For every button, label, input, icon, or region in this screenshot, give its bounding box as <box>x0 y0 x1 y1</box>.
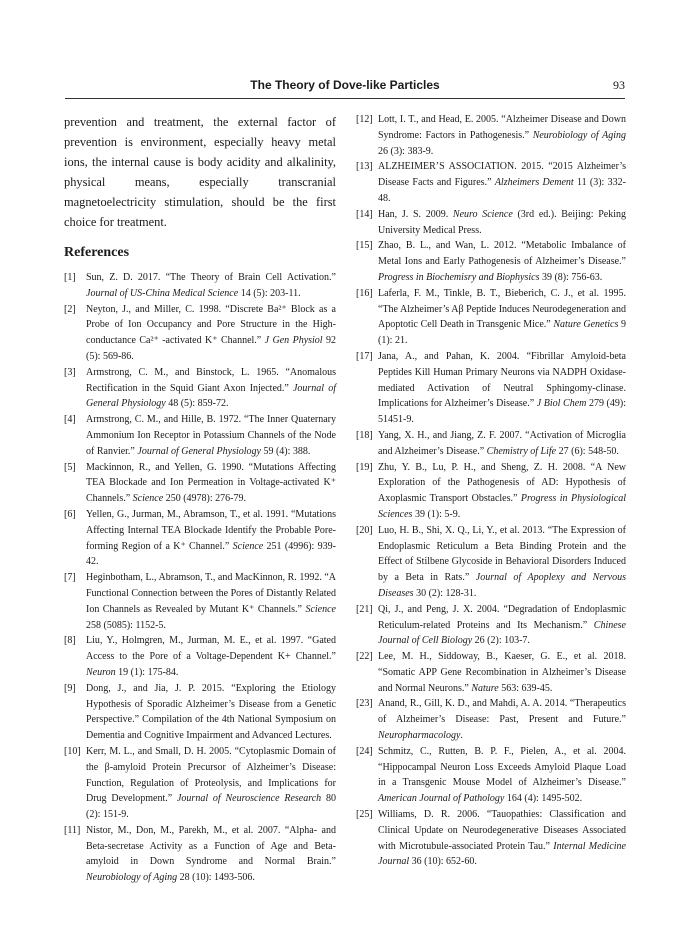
reference-body: Liu, Y., Holmgren, M., Jurman, M. E., et al. 1997. “Gated Access to the Pore of a Voltage-Dependent K+ Channel.” <box>86 635 336 663</box>
reference-number: [8] <box>64 635 76 647</box>
reference-entry <box>64 744 336 823</box>
reference-body: Mackinnon, R., and Yellen, G. 1990. “Mutations Affecting TEA Blockade and Ion Permeation in Voltage-activated K⁺ Channels.” <box>86 461 336 505</box>
reference-body: Han, J. S. 2009. <box>378 208 453 220</box>
reference-body: Armstrong, C. M., and Hille, B. 1972. “The Inner Quaternary Ammonium Ion Receptor in Potassium Channels of the Node of Ranvier.” <box>86 414 336 457</box>
reference-text <box>378 744 626 807</box>
reference-journal: Journal of US-China Medical Science <box>86 287 239 299</box>
reference-entry <box>64 681 336 744</box>
reference-text <box>86 507 336 570</box>
reference-journal: Science <box>132 493 164 505</box>
reference-journal: Nature Genetics <box>553 319 619 331</box>
reference-journal: American Journal of Pathology <box>378 793 505 805</box>
reference-journal: Progress in Biochemisry and Biophysics <box>378 271 540 283</box>
reference-body: Kerr, M. L., and Small, D. H. 2005. “Cytoplasmic Domain of the β-amyloid Protein Precursor of Alzheimer’s Disease: Function, Regulation of Proteolysis, and Implications for Drug Development.” <box>86 745 336 805</box>
reference-entry <box>356 807 626 870</box>
reference-body: Dong, J., and Jia, J. P. 2015. “Exploring the Etiology Hypothesis of Sporadic Alzheimer’s Disease from a Genetic Perspective.” Compilation of the 4th National Symposium on Dementia and Cognitive Impairment and Advanced Lectures. <box>86 682 336 742</box>
left-column <box>64 112 336 886</box>
reference-entry <box>356 207 626 239</box>
reference-entry <box>64 460 336 507</box>
reference-entry <box>356 523 626 602</box>
reference-body: Zhu, Y. B., Lu, P. H., and Sheng, Z. H. 2008. “A New Exploration of the Pathogenesis of AD: Hypothesis of Axoplasmic Transport Obstacles.” <box>378 461 626 505</box>
reference-journal: Science <box>305 603 336 615</box>
reference-text <box>378 807 626 870</box>
reference-text <box>86 365 336 412</box>
reference-number: [19] <box>356 461 373 473</box>
reference-body: Zhao, B. L., and Wan, L. 2012. “Metabolic Imbalance of Metal Ions and Early Pathogenesis of Alzheimer’s Disease.” <box>378 240 626 268</box>
reference-tail: 27 (6): 548-50. <box>556 445 619 457</box>
reference-tail: 563: 639-45. <box>498 682 553 694</box>
reference-number: [21] <box>356 603 373 615</box>
reference-body: Lee, M. H., Siddoway, B., Kaeser, G. E., et al. 2018. “Somatic APP Gene Recombination in Alzheimer’s Disease and Normal Neurons.” <box>378 651 626 694</box>
reference-text <box>378 238 626 285</box>
reference-journal: Alzheimers Dement <box>494 177 574 189</box>
reference-tail: 39 (1): 5-9. <box>412 508 461 520</box>
reference-journal: Chinese Journal of Cell Biology <box>378 619 626 647</box>
header-rule <box>65 98 625 99</box>
reference-number: [14] <box>356 208 373 220</box>
reference-journal: Neuro Science <box>452 208 513 220</box>
running-title: The Theory of Dove-like Particles <box>250 78 440 92</box>
reference-text <box>378 349 626 428</box>
reference-journal: Internal Medicine Journal <box>378 840 626 868</box>
reference-body: Nistor, M., Don, M., Parekh, M., et al. 2007. “Alpha- and Beta-secretase Activity as a Function of Age and Beta-amyloid in Down Syndrome and Normal Brain.” <box>86 824 336 868</box>
reference-entry <box>356 159 626 206</box>
reference-tail: 92 (5): 569-86. <box>86 335 336 362</box>
reference-number: [25] <box>356 809 373 821</box>
reference-entry <box>64 633 336 680</box>
reference-tail: 258 (5085): 1152-5. <box>86 619 166 631</box>
reference-body: Anand, R., Gill, K. D., and Mahdi, A. A. 2014. “Therapeutics of Alzheimer’s Disease: Past, Present and Future.” <box>378 698 626 726</box>
page-number: 93 <box>613 78 625 92</box>
reference-tail: 11 (3): 332-48. <box>378 177 626 204</box>
reference-entry <box>356 602 626 649</box>
reference-text <box>86 633 336 680</box>
reference-number: [10] <box>64 745 81 757</box>
reference-body: ALZHEIMER’S ASSOCIATION. 2015. “2015 Alzheimer’s Disease Facts and Figures.” <box>378 161 626 189</box>
reference-tail: 80 (2): 151-9. <box>86 793 336 821</box>
reference-number: [23] <box>356 698 373 710</box>
reference-body: Jana, A., and Pahan, K. 2004. “Fibrillar Amyloid-beta Peptides Kill Human Primary Neurons via NADPH Oxidase-mediated Activation of Neutral Sphingomy-clinase. Implications for Alzheimer’s Disease.” <box>378 350 626 410</box>
reference-entry <box>64 570 336 633</box>
reference-number: [15] <box>356 240 373 252</box>
reference-number: [5] <box>64 461 76 473</box>
reference-text <box>378 523 626 602</box>
reference-number: [3] <box>64 366 76 378</box>
reference-number: [1] <box>64 272 76 283</box>
reference-text <box>378 286 626 349</box>
reference-tail: 59 (4): 388. <box>260 445 311 457</box>
reference-body: Heginbotham, L., Abramson, T., and MacKinnon, R. 1992. “A Functional Connection between the Pores of Distantly Related Ion Channels as Revealed by Mutant K⁺ Channels.” <box>86 572 336 615</box>
reference-text <box>86 302 336 365</box>
reference-entry <box>356 428 626 460</box>
reference-text <box>378 649 626 696</box>
reference-body: Neyton, J., and Miller, C. 1998. “Discrete Ba²⁺ Block as a Probe of Ion Occupancy and Pore Structure in the High-conductance Ca²⁺ -activated K⁺ Channel.” <box>86 303 336 347</box>
reference-tail: (3rd ed.). Beijing: Peking University Medical Press. <box>378 208 626 236</box>
reference-entry <box>64 270 336 302</box>
reference-entry <box>356 696 626 743</box>
reference-entry <box>356 238 626 285</box>
reference-body: Luo, H. B., Shi, X. Q., Li, Y., et al. 2013. “The Expression of Endoplasmic Reticulum a Beta Binding Protein and the Effect of Stilbene Glycoside in Behavioral Disorders Induced by a Beta in Rats.” <box>378 524 626 584</box>
reference-body: Yellen, G., Jurman, M., Abramson, T., et al. 1991. “Mutations Affecting Internal TEA Blockade Identify the Probable Pore-forming Region of a K⁺ Channel.” <box>86 508 336 552</box>
reference-entry <box>64 302 336 365</box>
reference-entry <box>64 507 336 570</box>
reference-text <box>86 744 336 823</box>
reference-number: [12] <box>356 114 373 125</box>
reference-journal: J Gen Physiol <box>264 335 323 347</box>
reference-text <box>378 428 626 460</box>
reference-journal: Nature <box>471 682 499 694</box>
reference-text <box>86 412 336 459</box>
reference-number: [24] <box>356 745 373 757</box>
reference-journal: Journal of General Physiology <box>86 382 336 410</box>
reference-tail: 30 (2): 128-31. <box>413 587 477 599</box>
right-column <box>356 112 626 870</box>
reference-number: [2] <box>64 303 76 315</box>
reference-entry <box>64 412 336 459</box>
reference-journal: Chemistry of Life <box>486 445 557 457</box>
reference-number: [22] <box>356 651 373 663</box>
reference-entry <box>356 649 626 696</box>
reference-tail: 279 (49): 51451-9. <box>378 398 626 426</box>
reference-number: [18] <box>356 429 373 441</box>
reference-number: [4] <box>64 414 76 426</box>
reference-text <box>86 570 336 633</box>
reference-tail: 9 (1): 21. <box>378 319 627 347</box>
reference-tail: 250 (4978): 276-79. <box>163 493 246 505</box>
reference-number: [9] <box>64 682 76 694</box>
reference-tail: 26 (2): 103-7. <box>472 635 530 647</box>
references-list-left <box>64 270 336 886</box>
reference-text <box>378 159 626 206</box>
reference-tail: 26 (3): 383-9. <box>378 145 434 157</box>
reference-text <box>86 460 336 507</box>
reference-text <box>378 112 626 159</box>
reference-body: Laferla, F. M., Tinkle, B. T., Bieberich, C. J., et al. 1995. “The Alzheimer’s Aβ Peptide Induces Neurodegeneration and Apoptotic Cell Death in Transgenic Mice.” <box>378 287 626 331</box>
reference-journal: Progress in Physiological Sciences <box>378 493 626 520</box>
reference-number: [11] <box>64 824 81 836</box>
reference-tail: 48 (5): 859-72. <box>165 398 229 410</box>
reference-journal: Science <box>232 540 264 552</box>
reference-text <box>378 207 626 239</box>
reference-journal: J Biol Chem <box>536 398 587 410</box>
reference-tail: 39 (8): 756-63. <box>539 271 603 283</box>
reference-journal: Journal of Apoplexy and Nervous Diseases <box>378 572 626 599</box>
reference-body: Sun, Z. D. 2017. “The Theory of Brain Cell Activation.” <box>86 272 336 283</box>
reference-number: [20] <box>356 524 373 536</box>
reference-journal: Neurobiology of Aging <box>532 129 627 141</box>
reference-entry <box>356 349 626 428</box>
reference-text <box>86 823 336 886</box>
reference-tail: 164 (4): 1495-502. <box>504 793 583 805</box>
reference-number: [16] <box>356 287 373 299</box>
reference-tail: 36 (10): 652-60. <box>409 856 477 868</box>
reference-text <box>378 602 626 649</box>
reference-text <box>378 696 626 743</box>
references-list-right <box>356 112 626 870</box>
reference-journal: Neuropharmacology <box>378 730 461 742</box>
reference-entry <box>356 286 626 349</box>
reference-body: Lott, I. T., and Head, E. 2005. “Alzheimer Disease and Down Syndrome: Factors in Pathogenesis.” <box>378 114 626 141</box>
reference-text <box>86 681 336 744</box>
reference-number: [17] <box>356 350 373 362</box>
reference-journal: Journal of General Physiology <box>137 445 261 457</box>
references-heading: References <box>64 245 130 260</box>
reference-tail: 19 (1): 175-84. <box>115 666 179 678</box>
reference-text <box>86 270 336 302</box>
reference-entry <box>64 365 336 412</box>
body-paragraph: prevention and treatment, the external factor of prevention is environment, especially heavy metal ions, the internal cause is body acidity and alkalinity, physical means, especially transcranial magnetoelectricity stimulation, should be the first choice for treatment. <box>64 115 336 229</box>
reference-text <box>378 460 626 523</box>
reference-number: [7] <box>64 572 76 584</box>
reference-body: Yang, X. H., and Jiang, Z. F. 2007. “Activation of Microglia and Alzheimer’s Disease.” <box>378 429 626 457</box>
reference-entry <box>356 460 626 523</box>
reference-tail: . <box>460 730 463 742</box>
reference-journal: Neuron <box>86 666 116 678</box>
reference-journal: Neurobiology of Aging <box>86 872 178 884</box>
reference-body: Qi, J., and Peng, J. X. 2004. “Degradation of Endoplasmic Reticulum-related Proteins and Its Mechanism.” <box>378 603 626 631</box>
reference-entry <box>64 823 336 886</box>
reference-body: Williams, D. R. 2006. “Tauopathies: Classification and Clinical Update on Neurodegenerative Diseases Associated with Microtubule-associated Protein Tau.” <box>378 809 626 852</box>
reference-body: Schmitz, C., Rutten, B. P. F., Pielen, A., et al. 2004. “Hippocampal Neuron Loss Exceeds Amyloid Plaque Load in a Transgenic Mouse Model of Alzheimer’s Disease.” <box>378 745 626 789</box>
reference-tail: 251 (4996): 939-42. <box>86 540 336 568</box>
reference-entry <box>356 744 626 807</box>
reference-body: Armstrong, C. M., and Binstock, L. 1965. “Anomalous Rectification in the Squid Giant Axon Injected.” <box>86 366 336 394</box>
reference-number: [13] <box>356 161 373 173</box>
reference-journal: Journal of Neuroscience Research <box>176 793 322 805</box>
reference-number: [6] <box>64 508 76 520</box>
reference-entry <box>356 112 626 159</box>
reference-tail: 14 (5): 203-11. <box>238 287 301 299</box>
running-header <box>65 78 625 96</box>
reference-tail: 28 (10): 1493-506. <box>177 872 255 884</box>
